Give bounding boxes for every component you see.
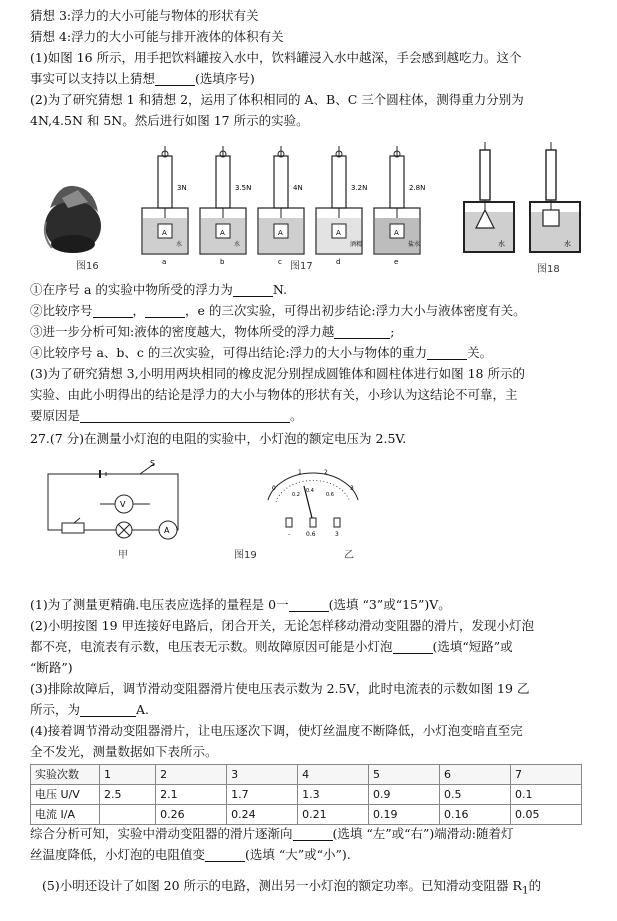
p1 [30, 595, 589, 614]
c2-hint: (选填 “大”或“小”). [245, 847, 351, 862]
step-label-b: b [220, 258, 225, 266]
q1-hint: (选填序号) [195, 71, 255, 86]
figure-16-photo [38, 178, 108, 264]
fig19-caption: 图19 [234, 550, 257, 561]
answer-blank[interactable] [293, 826, 333, 841]
table-cell: 1.3 [298, 785, 369, 805]
table-cell: 0.05 [510, 805, 581, 825]
table-cell: 3 [227, 765, 298, 785]
q1-text: 事实可以支持以上猜想 [30, 71, 156, 86]
setup-e [374, 146, 420, 254]
liquid-label-e: 盐水 [408, 241, 421, 248]
answer-blank[interactable] [80, 408, 290, 423]
p3-unit: A. [136, 702, 150, 717]
terminal-0-6: 0.6 [306, 531, 316, 538]
liquid-label-b: 水 [234, 241, 241, 248]
figure-19-circuit [40, 460, 200, 556]
p2-line-1: (2)小明按图 19 甲连接好电路后，闭合开关，无论怎样移动滑动变阻器的滑片，发现小灯泡 [30, 618, 535, 633]
q2-line-1: (2)为了研究猜想 1 和猜想 2，运用了体积相同的 A、B、C 三个圆柱体，测得重力分别为 [30, 92, 524, 107]
setup-c [258, 146, 304, 254]
p5-text: (5)小明还设计了如图 20 所示的电路，测出另一小灯泡的额定功率。已知滑动变阻器 R [42, 878, 522, 893]
liquid-label-a: 水 [176, 241, 183, 248]
figure-19-ammeter [258, 460, 368, 544]
table-row [31, 805, 582, 825]
scale-3: 3 [350, 485, 354, 492]
sub-q3-text: ③进一步分析可知:液体的密度越大，物体所受的浮力越 [30, 324, 335, 339]
p5-end: 的 [528, 878, 542, 893]
answer-blank[interactable] [334, 324, 390, 339]
figure-17 [140, 146, 440, 266]
terminal-3: 3 [335, 531, 339, 538]
fig18-caption: 图18 [537, 264, 560, 275]
step-label-a: a [162, 258, 167, 266]
fig16-caption: 图16 [76, 261, 99, 272]
p2-line-3: “断路”) [30, 660, 73, 675]
p1-hint: (选填 “3”或“15”)V。 [328, 597, 451, 612]
table-cell: 0.24 [227, 805, 298, 825]
p4-line-2: 全不发光，测量数据如下表所示。 [30, 744, 218, 759]
table-cell: 4 [298, 765, 369, 785]
switch-label: S [150, 460, 156, 468]
q3-line-3 [30, 406, 589, 425]
p5 [42, 876, 589, 901]
table-cell: 0.9 [369, 785, 440, 805]
sub-q3-tail: ; [390, 324, 395, 339]
jia-label: 甲 [118, 550, 128, 561]
p3-text: 所示，为 [30, 702, 81, 717]
table-cell: 1 [100, 765, 156, 785]
table-cell: 0.26 [156, 805, 227, 825]
voltmeter-label: V [120, 500, 126, 509]
scale-0: 0 [272, 485, 276, 492]
sub-q4-tail: 关。 [467, 345, 493, 360]
reading-a: 3N [177, 184, 187, 192]
table-header-row [31, 765, 582, 785]
p3-line-2 [30, 700, 589, 719]
q1-line-2 [30, 69, 589, 88]
reading-d: 3.2N [351, 184, 368, 192]
fig18-liquid-1: 水 [498, 240, 505, 248]
p3-line-1: (3)排除故障后，调节滑动变阻器滑片使电压表示数为 2.5V，此时电流表的示数如图 19 乙 [30, 681, 530, 696]
step-label-c: c [278, 258, 282, 266]
p4-line-1: (4)接着调节滑动变阻器滑片，让电压逐次下调，使灯丝温度不断降低，小灯泡变暗直至完 [30, 723, 523, 738]
guess-3: 猜想 3:浮力的大小可能与物体的形状有关 [30, 8, 259, 23]
q2-line-2: 4N,4.5N 和 5N。然后进行如图 17 所示的实验。 [30, 113, 309, 128]
table-cell: 7 [510, 765, 581, 785]
table-cell: 0.5 [440, 785, 511, 805]
step-label-d: d [336, 258, 341, 266]
sub-q2-sep: ， [132, 303, 146, 318]
answer-blank[interactable] [155, 71, 195, 86]
sub-q2-tail: ，e 的三次实验，可得出初步结论:浮力大小与液体密度有关。 [185, 303, 526, 318]
table-cell: 5 [369, 765, 440, 785]
reading-e: 2.8N [409, 184, 426, 192]
reading-b: 3.5N [235, 184, 252, 192]
table-cell: 电流 I/A [31, 805, 100, 825]
answer-blank[interactable] [393, 639, 433, 654]
c1-text: 综合分析可知，实验中滑动变阻器的滑片逐渐向 [30, 826, 293, 841]
ammeter-label: A [164, 526, 170, 535]
sub-q4-text: ④比较序号 a、b、c 的三次实验，可得出结论:浮力的大小与物体的重力 [30, 345, 428, 360]
scale-0-2: 0.2 [292, 492, 300, 498]
fig18-liquid-2: 水 [564, 240, 571, 248]
table-cell: 电压 U/V [31, 785, 100, 805]
object-label-c: A [278, 229, 283, 237]
answer-blank[interactable] [289, 597, 329, 612]
answer-blank[interactable] [80, 702, 136, 717]
c1 [30, 824, 589, 843]
p2-line-2 [30, 637, 589, 656]
table-cell: 0.19 [369, 805, 440, 825]
q27-title: 27.(7 分)在测量小灯泡的电阻的实验中，小灯泡的额定电压为 2.5V. [30, 431, 407, 446]
table-cell: 0.1 [510, 785, 581, 805]
answer-blank[interactable] [145, 303, 185, 318]
answer-blank[interactable] [205, 847, 245, 862]
answer-blank[interactable] [93, 303, 133, 318]
fig17-caption: 图17 [290, 261, 313, 272]
sub-q2-text: ②比较序号 [30, 303, 93, 318]
object-label-b: A [220, 229, 225, 237]
object-label-e: A [394, 229, 399, 237]
yi-label: 乙 [344, 550, 354, 561]
p2-text: 都不亮，电流表有示数，电压表无示数。则故障原因可能是小灯泡 [30, 639, 393, 654]
terminal-neg: - [288, 531, 291, 538]
scale-0-6: 0.6 [326, 492, 334, 498]
liquid-label-d: 酒精 [350, 241, 363, 248]
q1-line-1: (1)如图 16 所示，用手把饮料罐按入水中，饮料罐浸入水中越深，手会感到越吃力。这个 [30, 50, 522, 65]
c2 [30, 845, 589, 864]
q3-tail: 。 [290, 408, 303, 423]
scale-0-4: 0.4 [306, 488, 314, 494]
sub-q3 [30, 322, 589, 341]
sub-q4 [30, 343, 589, 362]
scale-2: 2 [324, 469, 328, 476]
p5-subscript: 1 [521, 884, 529, 897]
answer-blank[interactable] [427, 345, 467, 360]
table-cell: 0.21 [298, 805, 369, 825]
object-label-d: A [336, 229, 341, 237]
q3-line-1: (3)为了研究猜想 3,小明用两块相同的橡皮泥分别捏成圆锥体和圆柱体进行如图 18 所示的 [30, 366, 525, 381]
c2-text: 丝温度降低，小灯泡的电阻值变 [30, 847, 206, 862]
setup-a [142, 146, 188, 254]
sub-q1 [30, 280, 589, 299]
setup-d [316, 146, 362, 254]
step-label-e: e [394, 258, 399, 266]
q3-line-2: 实验、由此小明得出的结论是浮力的大小与物体的形状有关，小珍认为这结论不可靠，主 [30, 387, 518, 402]
figure-18 [462, 142, 586, 260]
setup-b [200, 146, 246, 254]
table-row [31, 785, 582, 805]
c1-hint: (选填 “左”或“右”)端滑动:随着灯 [332, 826, 514, 841]
measurement-table [30, 764, 582, 825]
sub-q1-text: ①在序号 a 的实验中物所受的浮力为 [30, 282, 233, 297]
guess-4: 猜想 4:浮力的大小可能与排开液体的体积有关 [30, 29, 284, 44]
sub-q1-unit: N. [272, 282, 288, 297]
table-cell: 6 [440, 765, 511, 785]
table-cell: 实验次数 [31, 765, 100, 785]
q3-text: 要原因是 [30, 408, 81, 423]
scale-1: 1 [298, 469, 302, 476]
table-cell: 1.7 [227, 785, 298, 805]
table-cell[interactable] [100, 805, 156, 825]
object-label-a: A [162, 229, 167, 237]
table-cell: 2.1 [156, 785, 227, 805]
table-cell: 2 [156, 765, 227, 785]
p1-text: (1)为了测量更精确.电压表应选择的量程是 0一 [30, 597, 289, 612]
reading-c: 4N [293, 184, 303, 192]
answer-blank[interactable] [233, 282, 273, 297]
table-cell: 0.16 [440, 805, 511, 825]
table-cell: 2.5 [100, 785, 156, 805]
sub-q2 [30, 301, 589, 320]
p2-hint: (选填“短路”或 [432, 639, 513, 654]
